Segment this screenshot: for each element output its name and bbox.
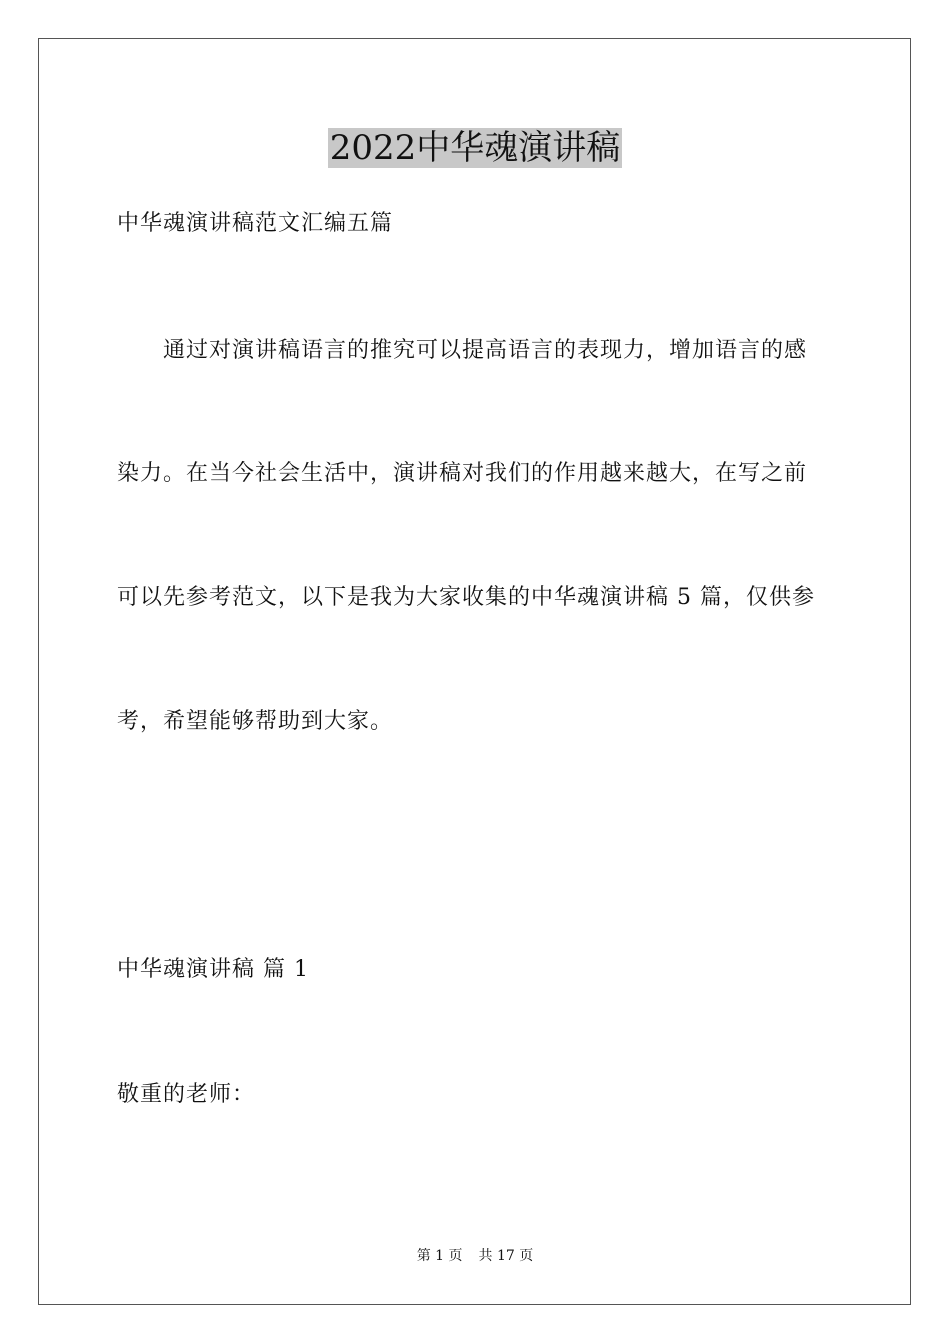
intro-line-2: 染力。在当今社会生活中，演讲稿对我们的作用越来越大，在写之前 bbox=[117, 461, 808, 486]
document-subtitle: 中华魂演讲稿范文汇编五篇 bbox=[117, 211, 394, 236]
document-title bbox=[0, 126, 950, 170]
page-number: 第 1 页 bbox=[416, 1248, 463, 1264]
intro-line-1: 通过对演讲稿语言的推究可以提高语言的表现力，增加语言的感 bbox=[163, 338, 808, 363]
intro-line-4: 考，希望能够帮助到大家。 bbox=[117, 709, 394, 734]
page-footer bbox=[0, 1247, 950, 1265]
section-heading: 中华魂演讲稿 篇 1 bbox=[117, 957, 309, 982]
page-total: 共 17 页 bbox=[478, 1248, 534, 1264]
intro-line-3: 可以先参考范文，以下是我为大家收集的中华魂演讲稿 5 篇，仅供参 bbox=[117, 585, 815, 610]
document-title-text: 2022中华魂演讲稿 bbox=[329, 128, 621, 168]
salutation: 敬重的老师： bbox=[117, 1082, 256, 1107]
